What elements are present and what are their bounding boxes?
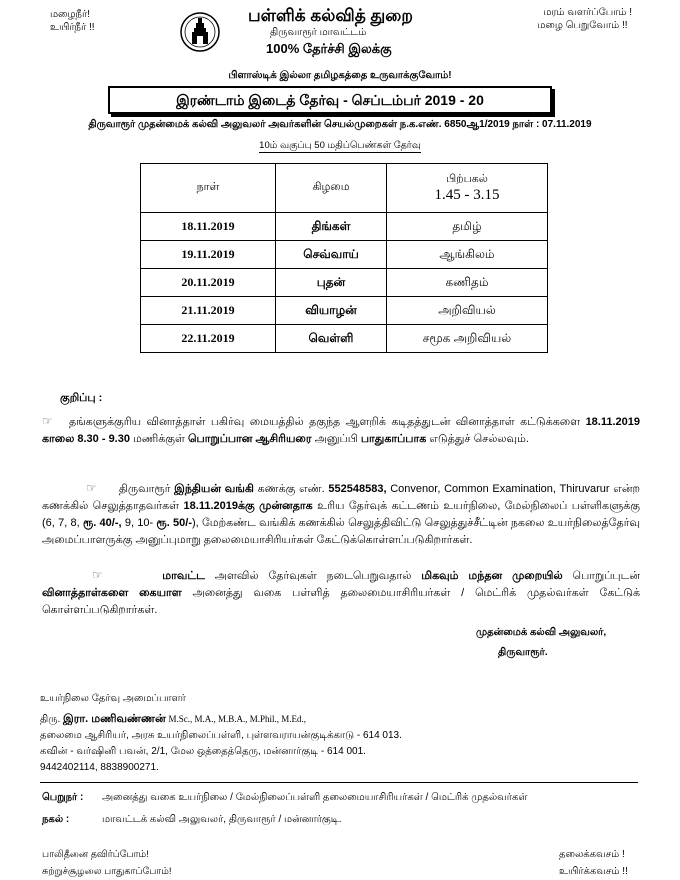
district-name: திருவாரூர் மாவட்டம் [270, 27, 367, 38]
col-session: பிற்பகல் 1.45 - 3.15 [387, 164, 548, 213]
pointing-hand-icon: ☞ [42, 414, 53, 428]
recipients-to: பெறுநர் : அனைத்து வகை உயர்நிலை / மேல்நிலைப்பள்ளி தலைமையாசிரியர்கள் / மெட்ரிக் முதல்வர்கள் [42, 792, 528, 803]
divider [40, 782, 638, 783]
tn-emblem-icon [180, 8, 220, 56]
table-row: 22.11.2019 வெள்ளி சமூக அறிவியல் [141, 325, 548, 353]
exam-subtitle: 10ம் வகுப்பு 50 மதிப்பெண்கள் தேர்வு [259, 140, 421, 151]
table-header-row [141, 164, 548, 213]
table-row: 19.11.2019 செவ்வாய் ஆங்கிலம் [141, 241, 548, 269]
note-heading: குறிப்பு : [60, 392, 103, 404]
exam-timetable [140, 163, 548, 353]
reference-line: திருவாரூர் முதன்மைக் கல்வி அலுவலர் அவர்களின் செயல்முறைகள் ந.க.எண். 6850ஆ1/2019 நாள் : 07.11.2019 [88, 119, 592, 130]
col-date: நாள் [141, 164, 276, 213]
exam-banner: இரண்டாம் இடைத் தேர்வு - செப்டம்பர் 2019 - 20 [108, 86, 552, 114]
note-paragraph-3: ☞ மாவட்ட அளவில் தேர்வுகள் நடைபெறுவதால் மிகவும் மந்தன முறையில் பொறுப்புடன் வினாத்தாள்களை கையாள அனைத்து வகை பள்ளித் தலைமையாசிரியர்கள் / மெட்ரிக் முதல்வர்கள் கேட்டுக் கொள்ளப்படுகிறார்கள். [42, 568, 641, 616]
footer-left-slogan: பாலிதீனை தவிர்ப்போம்! சுற்றுச்சூழலை பாதுகாப்போம்! [42, 849, 172, 877]
table-row: 18.11.2019 திங்கள் தமிழ் [141, 213, 548, 241]
table-row: 21.11.2019 வியாழன் அறிவியல் [141, 297, 548, 325]
pointing-hand-icon: ☞ [92, 568, 103, 582]
recipients-cc: நகல் : மாவட்டக் கல்வி அலுவலர், திருவாரூர் / மன்னார்குடி. [42, 814, 342, 825]
target-slogan: 100% தேர்ச்சி இலக்கு [266, 41, 392, 56]
department-title: பள்ளிக் கல்வித் துறை [248, 6, 413, 25]
table-row: 20.11.2019 புதன் கணிதம் [141, 269, 548, 297]
header-block [248, 6, 448, 58]
top-left-slogan: மழைநீர்! உயிர்நீர் !! [50, 9, 95, 33]
note-paragraph-2: ☞ திருவாரூர் இந்தியன் வங்கி கணக்கு எண். 552548583, Convenor, Common Examination, Thiruvarur என்ற கணக்கில் செலுத்தாதவர்கள் 18.11.2019க்கு முன்னதாக உரிய தேர்வுக் கட்டணம் உயர்நிலை, மேல்நிலைப் பள்ளிகளுக்கு (6, 7, 8, ரூ. 40/-, 9, 10- ரூ. 50/-), மேற்கண்ட வங்கிக் கணக்கில் செலுத்திவிட்டு செலுத்துச்சீட்டின் நகலை உயர்நிலைத்தேர்வு அமைப்பாளருக்கு அனுப்புமாறு தலைமையாசிரியர்கள் கேட்டுக்கொள்ளப்படுகிறார்கள். [42, 481, 641, 546]
footer-right-slogan: தலைக்கவசம் ! உயிர்க்கவசம் !! [559, 849, 628, 877]
coordinator-block: உயர்நிலை தேர்வு அமைப்பாளர் திரு. இரா. மணிவண்ணன் M.Sc., M.A., M.B.A., M.Phil., M.Ed., தலைமை ஆசிரியர், அரசு உயர்நிலைப்பள்ளி, புள்ளவராயன்குடிக்காடு - 614 013. கவின் - வர்ஷினி பவன், 2/1, மேல ஒத்தைத்தெரு, மன்னார்குடி - 614 001. 9442402114, 8838900271. [40, 693, 402, 773]
top-right-slogan: மரம் வளர்ப்போம் ! மழை பெறுவோம் !! [537, 7, 632, 31]
note-paragraph-1: ☞ தங்களுக்குரிய வினாத்தாள் பகிர்வு மையத்தில் தகுந்த ஆளறிக் கடிதத்துடன் வினாத்தாள் கட்டுக்களை 18.11.2019 காலை 8.30 - 9.30 மணிக்குள் பொறுப்பான ஆசிரியரை அனுப்பி பாதுகாப்பாக எடுத்துச் செல்லவும். [42, 414, 641, 445]
plastic-slogan: பிளாஸ்டிக் இல்லா தமிழகத்தை உருவாக்குவோம்! [228, 70, 452, 81]
col-day: கிழமை [276, 164, 387, 213]
pointing-hand-icon: ☞ [86, 481, 97, 495]
ceo-signature-block: முதன்மைக் கல்வி அலுவலர், திருவாரூர். [476, 627, 607, 658]
